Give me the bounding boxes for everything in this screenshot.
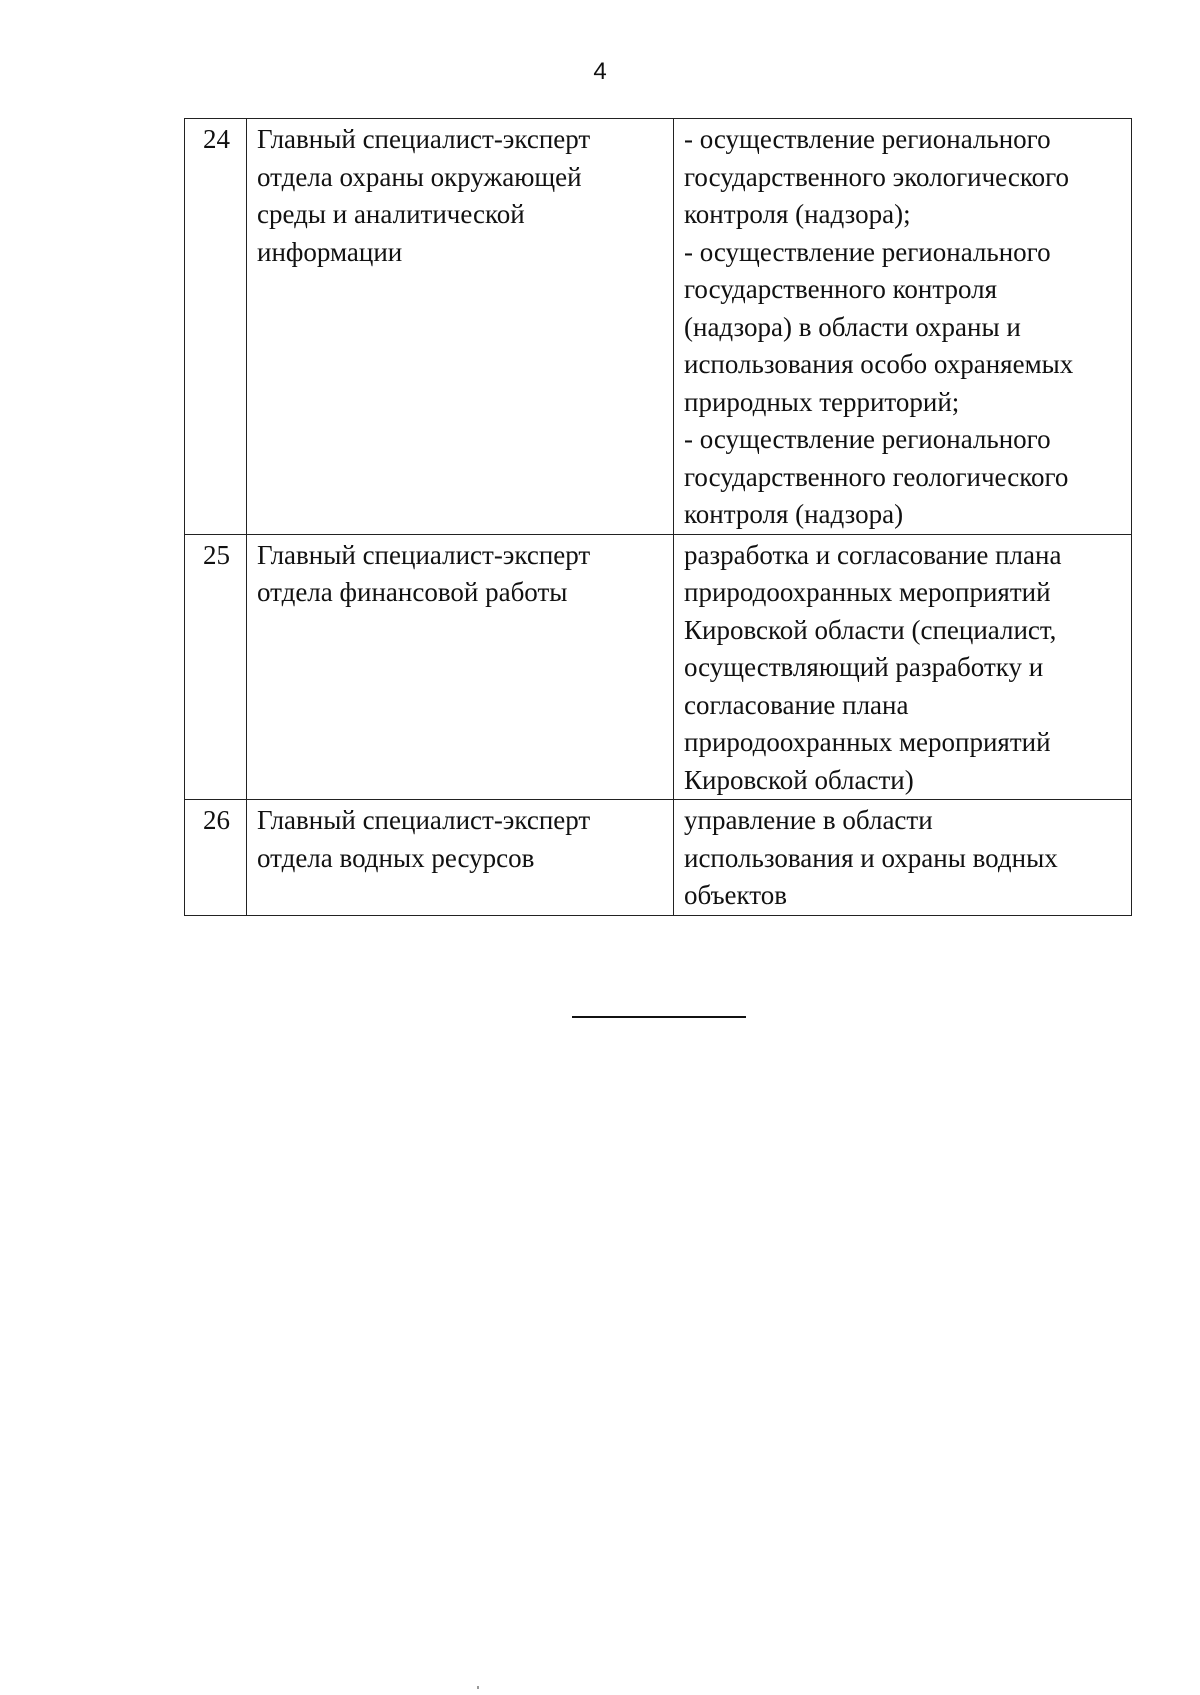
position-line: Главный специалист-эксперт [257, 539, 591, 570]
function-cell [674, 800, 1132, 916]
function-line: использования особо охраняемых [684, 349, 1074, 379]
table-row [185, 534, 1132, 800]
function-line: - осуществление регионального [684, 424, 1051, 454]
function-line: согласование плана [684, 689, 909, 720]
position-line: отдела финансовой работы [257, 577, 568, 607]
position-line: Главный специалист-эксперт [257, 124, 591, 154]
function-line: осуществляющий разработку и [684, 652, 1044, 682]
function-line: (надзора) в области охраны и [684, 311, 1021, 342]
table-row [185, 800, 1132, 916]
function-line: Кировской области) [684, 764, 914, 795]
function-line: государственного контроля [684, 274, 997, 304]
function-line: Кировской области (специалист, [684, 614, 1057, 645]
table-row [185, 119, 1132, 535]
function-cell [674, 534, 1132, 800]
position-line: информации [257, 236, 403, 267]
scan-speck [477, 1686, 479, 1689]
position-line: отдела водных ресурсов [257, 842, 535, 873]
function-cell [674, 119, 1132, 535]
function-line: природоохранных мероприятий [684, 577, 1051, 607]
position-line: среды и аналитической [257, 199, 525, 229]
function-line: разработка и согласование плана [684, 539, 1062, 570]
function-line: государственного экологического [684, 161, 1069, 192]
row-number: 24 [185, 119, 247, 535]
position-cell [247, 800, 674, 916]
positions-table [184, 118, 1132, 916]
function-line: - осуществление регионального [684, 236, 1051, 267]
page-number: 4 [593, 58, 607, 85]
row-number: 25 [185, 534, 247, 800]
function-line: природоохранных мероприятий [684, 727, 1051, 757]
function-line: использования и охраны водных [684, 842, 1058, 873]
function-line: природных территорий; [684, 386, 960, 417]
function-line: объектов [684, 880, 787, 910]
function-line: контроля (надзора) [684, 499, 904, 529]
function-line: контроля (надзора); [684, 199, 911, 229]
function-line: управление в области [684, 805, 933, 835]
row-number: 26 [185, 800, 247, 916]
position-line: Главный специалист-эксперт [257, 805, 591, 835]
end-rule [572, 1016, 746, 1018]
position-cell [247, 534, 674, 800]
function-line: - осуществление регионального [684, 124, 1051, 154]
function-line: государственного геологического [684, 461, 1069, 492]
position-cell [247, 119, 674, 535]
position-line: отдела охраны окружающей [257, 161, 582, 192]
